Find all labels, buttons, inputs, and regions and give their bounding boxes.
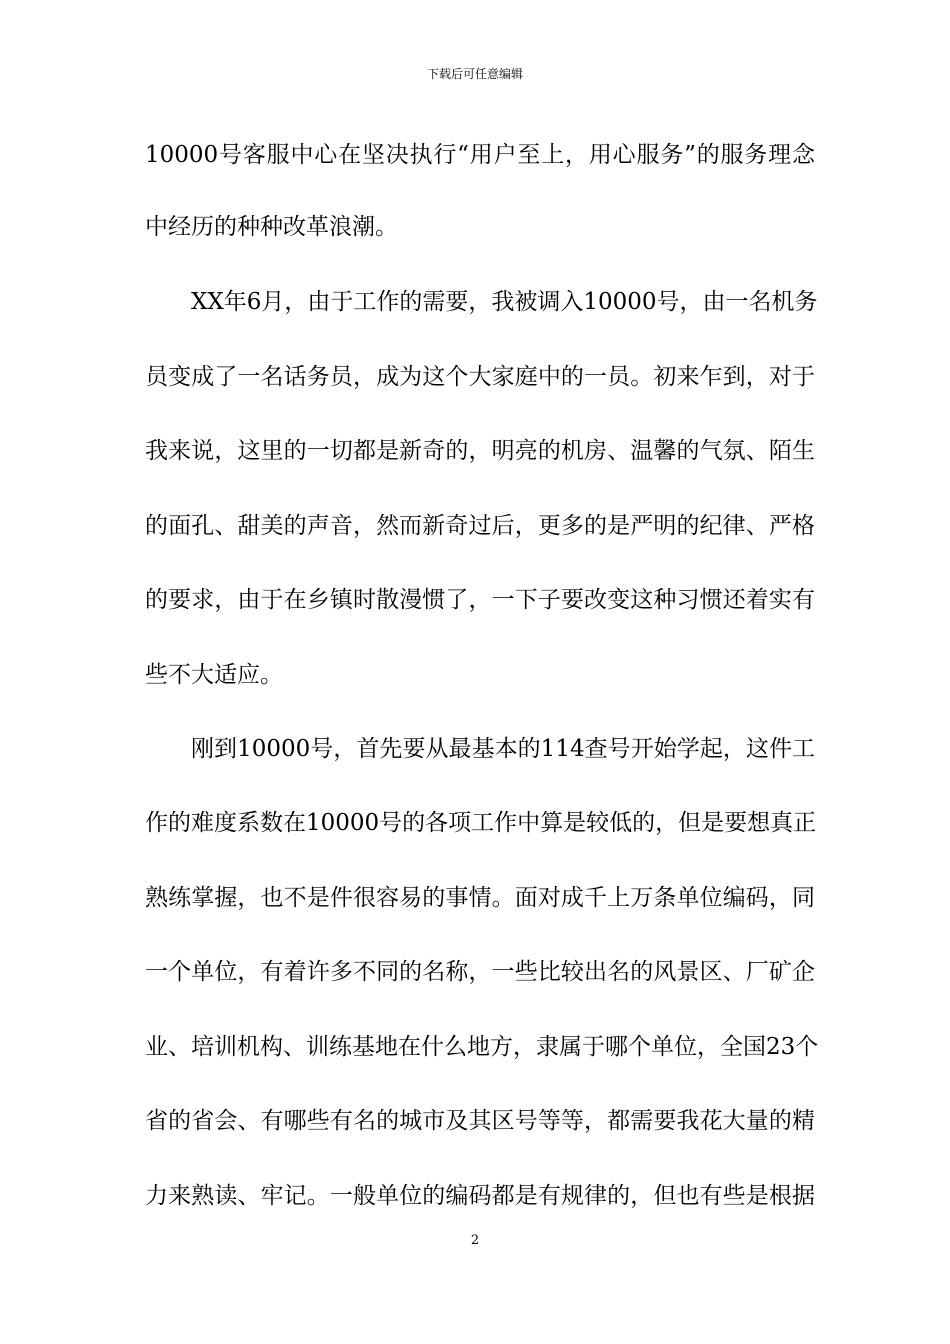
body-text-line: 业、培训机构、训练基地在什么地方，隶属于哪个单位，全国23个: [145, 1034, 819, 1060]
body-text-line: 员变成了一名话务员，成为这个大家庭中的一员。初来乍到，对于: [145, 364, 815, 390]
body-text-line: 熟练掌握，也不是件很容易的事情。面对成千上万条单位编码，同: [145, 885, 815, 911]
body-text-line: 10000号客服中心在坚决执行“用户至上，用心服务”的服务理念: [145, 142, 815, 168]
page-header: 下载后可任意编辑: [426, 67, 523, 81]
body-text-line: 力来熟读、牢记。一般单位的编码都是有规律的，但也有些是根据: [145, 1183, 815, 1209]
body-text-line: 中经历的种种改革浪潮。: [145, 214, 398, 240]
body-text-line: 我来说，这里的一切都是新奇的，明亮的机房、温馨的气氛、陌生: [145, 438, 815, 464]
body-text-line: 省的省会、有哪些有名的城市及其区号等等，都需要我花大量的精: [145, 1108, 815, 1134]
page-number: 2: [470, 1233, 480, 1248]
body-text-line: 刚到10000号，首先要从最基本的114查号开始学起，这件工: [191, 736, 815, 762]
body-text-line: XX年6月，由于工作的需要，我被调入10000号，由一名机务: [191, 289, 818, 315]
body-text-line: 的面孔、甜美的声音，然而新奇过后，更多的是严明的纪律、严格: [145, 513, 815, 539]
body-text-line: 一个单位，有着许多不同的名称，一些比较出名的风景区、厂矿企: [145, 959, 815, 985]
body-text-line: 些不大适应。: [145, 662, 283, 688]
body-text-line: 作的难度系数在10000号的各项工作中算是较低的，但是要想真正: [145, 810, 817, 836]
body-text-line: 的要求，由于在乡镇时散漫惯了，一下子要改变这种习惯还着实有: [145, 587, 815, 613]
